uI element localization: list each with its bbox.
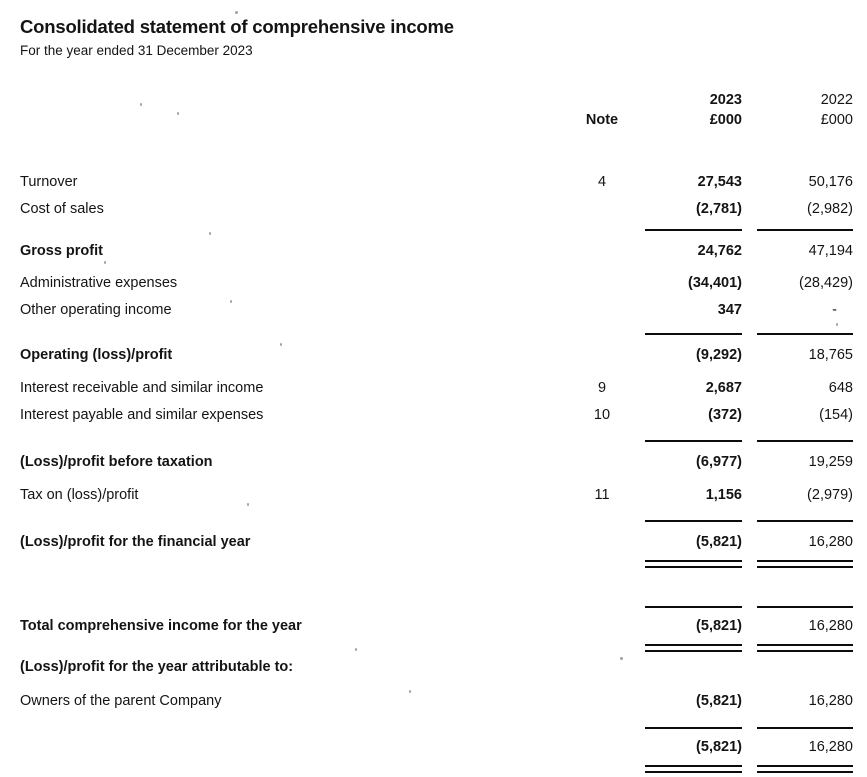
row-tax-on-loss-profit (20, 481, 853, 508)
scan-speck (235, 11, 238, 14)
row-label: Interest payable and similar expenses (20, 406, 264, 423)
scan-speck (280, 343, 282, 346)
column-header-years (20, 90, 853, 110)
value-2023: (9,292) (696, 346, 742, 363)
row-operating-loss-profit (20, 341, 853, 368)
scan-speck (209, 232, 211, 235)
row-turnover (20, 168, 853, 195)
scan-speck (355, 648, 357, 651)
value-2022: 16,280 (808, 692, 853, 709)
note-ref: 10 (593, 406, 611, 423)
scan-speck (836, 323, 838, 326)
single-rule (20, 727, 853, 729)
value-2022: 16,280 (808, 617, 853, 634)
value-2023: (6,977) (696, 453, 742, 470)
row-total-comprehensive-income (20, 612, 853, 639)
page-title: Consolidated statement of comprehensive income (20, 16, 454, 37)
note-ref: 11 (594, 486, 610, 503)
value-2023: (34,401) (687, 274, 742, 291)
double-rule (20, 644, 853, 652)
note-ref: 9 (597, 379, 607, 396)
single-rule (20, 520, 853, 522)
value-2022: 18,765 (808, 346, 853, 363)
row-gross-profit (20, 237, 853, 264)
row-other-operating-income (20, 296, 853, 323)
row-label: Operating (loss)/profit (20, 346, 173, 363)
col-header-unit-2023: £000 (709, 112, 742, 128)
value-2022: - (832, 301, 837, 318)
double-rule (20, 765, 853, 773)
row-attributable-total (20, 733, 853, 760)
value-2022: 47,194 (808, 242, 853, 259)
row-interest-payable (20, 401, 853, 428)
row-administrative-expenses (20, 269, 853, 296)
value-2023: 27,543 (697, 173, 742, 190)
row-loss-profit-financial-year (20, 528, 853, 555)
row-label: Gross profit (20, 242, 103, 259)
row-label: Total comprehensive income for the year (20, 617, 302, 634)
row-label: Cost of sales (20, 200, 104, 217)
scan-speck (620, 657, 623, 660)
value-2023: (2,781) (696, 200, 742, 217)
row-label: Other operating income (20, 301, 172, 318)
column-header-units (20, 110, 853, 130)
note-ref: 4 (597, 173, 607, 190)
row-interest-receivable (20, 374, 853, 401)
value-2023: 2,687 (705, 379, 742, 396)
scan-speck (177, 112, 179, 115)
value-2023: 24,762 (697, 242, 742, 259)
row-label: Administrative expenses (20, 274, 178, 291)
value-2023: (5,821) (696, 738, 742, 755)
col-header-year-2022: 2022 (820, 92, 853, 108)
col-header-unit-2022: £000 (820, 112, 853, 128)
value-2022: 50,176 (808, 173, 853, 190)
scan-speck (104, 261, 106, 264)
single-rule (20, 440, 853, 442)
row-label: Owners of the parent Company (20, 692, 222, 709)
single-rule (20, 606, 853, 608)
col-header-year-2023: 2023 (709, 92, 742, 108)
value-2022: 16,280 (808, 533, 853, 550)
row-owners-of-parent (20, 687, 853, 714)
value-2022: 648 (828, 379, 853, 396)
value-2022: 16,280 (808, 738, 853, 755)
value-2023: (5,821) (696, 692, 742, 709)
single-rule (20, 333, 853, 335)
row-label: Turnover (20, 173, 78, 190)
value-2023: 347 (717, 301, 742, 318)
scan-speck (230, 300, 232, 303)
value-2023: (5,821) (696, 533, 742, 550)
page-subtitle: For the year ended 31 December 2023 (20, 43, 253, 58)
value-2023: (5,821) (696, 617, 742, 634)
row-label: (Loss)/profit for the year attributable to: (20, 658, 294, 675)
col-header-note: Note (585, 112, 619, 128)
row-label: Tax on (loss)/profit (20, 486, 139, 503)
value-2022: (154) (819, 406, 853, 423)
value-2022: (2,982) (807, 200, 853, 217)
row-label: Interest receivable and similar income (20, 379, 264, 396)
row-attributable-heading (20, 653, 853, 680)
scan-speck (409, 690, 411, 693)
value-2023: 1,156 (705, 486, 742, 503)
value-2022: (2,979) (807, 486, 853, 503)
row-label: (Loss)/profit for the financial year (20, 533, 251, 550)
single-rule (20, 229, 853, 231)
row-cost-of-sales (20, 195, 853, 222)
value-2023: (372) (708, 406, 742, 423)
row-label: (Loss)/profit before taxation (20, 453, 213, 470)
value-2022: 19,259 (808, 453, 853, 470)
scan-speck (247, 503, 249, 506)
row-loss-profit-before-taxation (20, 448, 853, 475)
double-rule (20, 560, 853, 568)
value-2022: (28,429) (798, 274, 853, 291)
scan-speck (140, 103, 142, 106)
